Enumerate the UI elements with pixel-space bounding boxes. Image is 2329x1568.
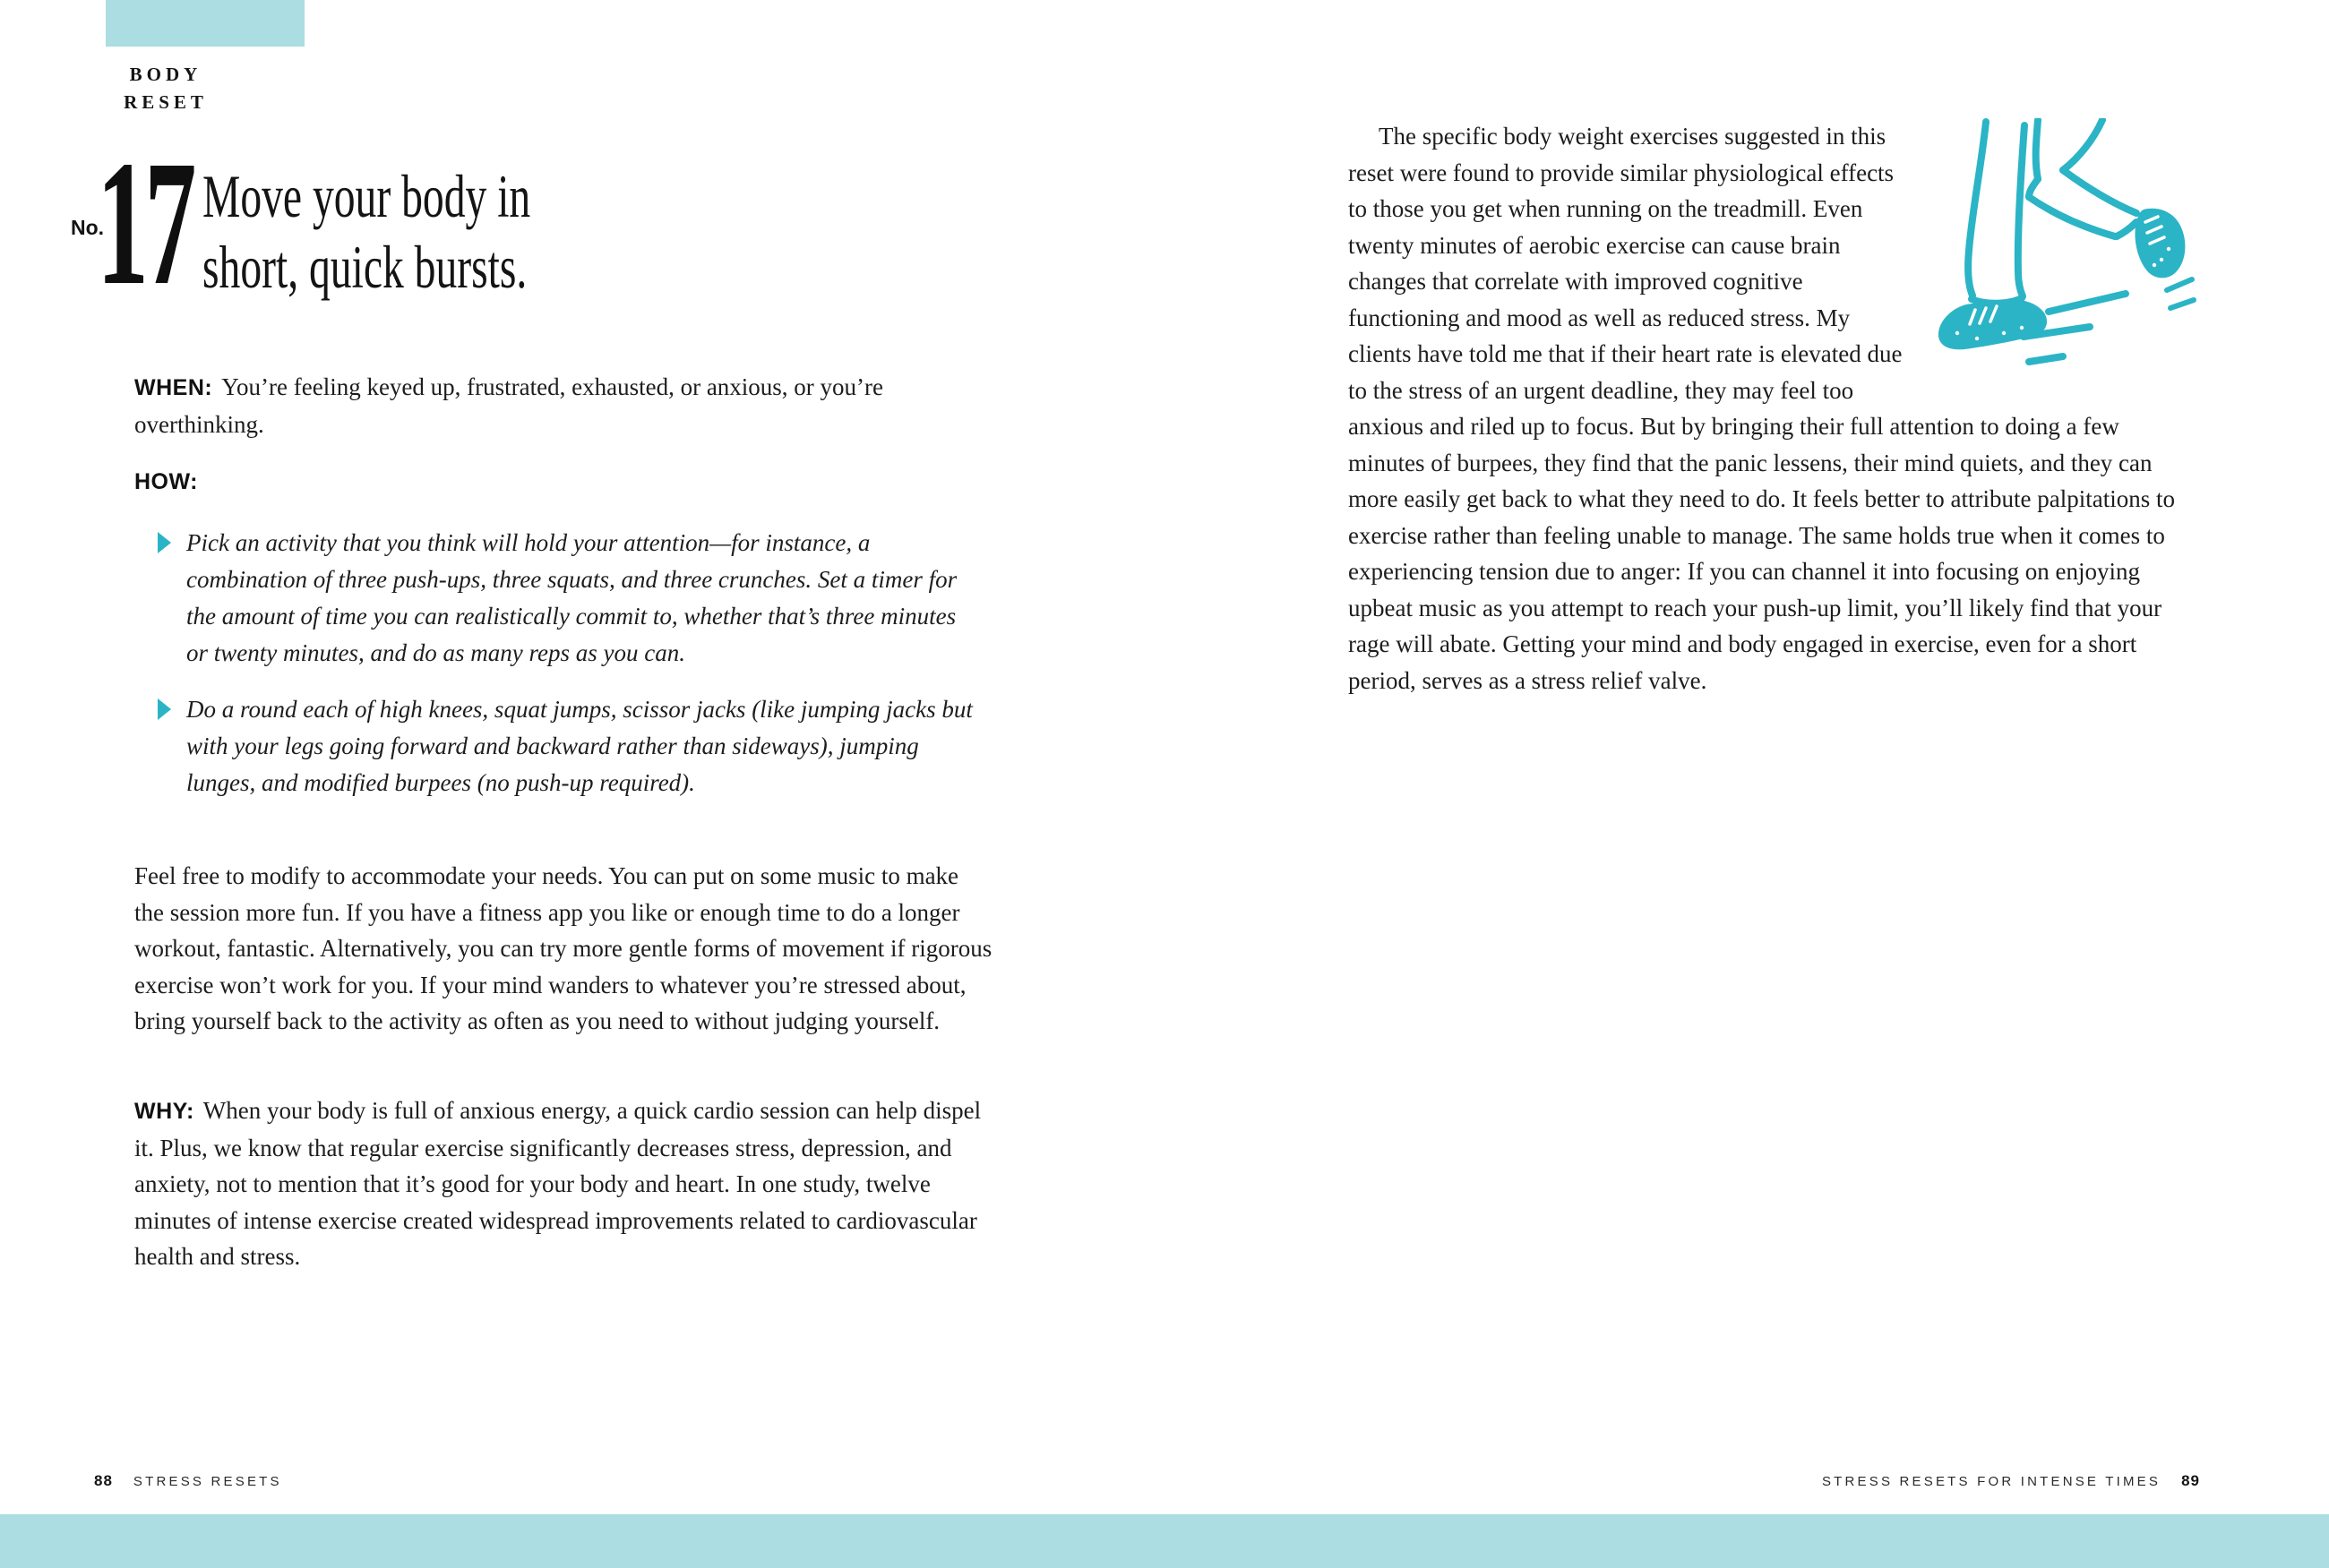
chapter-kicker [92,61,239,116]
reset-number: 17 [97,124,193,322]
list-item [158,525,1004,672]
right-page-paragraph: The specific body weight exercises suggested in this reset were found to provide similar physiological effects to those you get when running on the treadmill. Even twenty minutes of aerobic exercise can cause brain changes that correlate with improved cognitive functioning and mood as well as reduced stress. My clients have told me that if their heart rate is elevated due to the stress of an urgent deadline, they may feel too anxious and riled up to focus. But by bringing their full attention to doing a few minutes of burpees, they find that the panic lessens, their mind quiets, and they can more easily get back to what they need to do. It feels better to attribute palpitations to exercise rather than feeling unable to manage. The same holds true when it comes to experiencing tension due to anger: If you can channel it into focusing on enjoying upbeat music as you attempt to reach your push-up limit, you’ll likely find that your rage will abate. Getting your mind and body engaged in exercise, even for a short period, serves as a stress relief valve. [1348,123,2175,694]
right-page-footer [1822,1472,2200,1490]
running-head: STRESS RESETS [133,1474,282,1489]
bullet-text: Do a round each of high knees, squat jumps, scissor jacks (like jumping jacks but with your legs going forward and backward rather than sideways), jumping lunges, and modified burpees (no push-up required). [186,696,973,796]
when-label: WHEN: [134,375,213,400]
how-label: HOW: [134,469,198,494]
why-paragraph [134,1092,998,1275]
bullet-text: Pick an activity that you think will hold your attention—for instance, a combination of three push-ups, three squats, and three crunches. Set a timer for the amount of time you can realistically commit to, whether that’s three minutes or twenty minutes, and do as many reps as you can. [186,529,958,666]
running-legs-illustration [1932,118,2201,387]
kicker-line-1: BODY [129,64,202,85]
reset-title-line-2: short, quick bursts. [202,233,528,301]
reset-title-text [202,161,530,303]
body-paragraph: Feel free to modify to accommodate your needs. You can put on some music to make the session more fun. If you have a fitness app you like or enough time to do a longer workout, fantastic. Alternatively, you can try more gentle forms of movement if rigorous exercise won’t work for you. If your mind wanders to whatever you’re stressed about, bring yourself back to the activity as often as you need to without judging yourself. [134,862,993,1034]
list-item [158,691,1004,801]
when-text: You’re feeling keyed up, frustrated, exhausted, or anxious, or you’re overthinking. [134,373,884,438]
kicker-line-2: RESET [124,91,208,113]
page-number: 89 [2181,1472,2200,1489]
left-page-footer [94,1472,282,1490]
reset-title-line-1: Move your body in [202,162,531,230]
triangle-right-icon [158,532,171,553]
running-head: STRESS RESETS FOR INTENSE TIMES [1821,1474,2161,1489]
chapter-color-tab [106,0,305,47]
reset-number-label: No. [71,216,105,239]
page-number: 88 [94,1472,113,1489]
why-text: When your body is full of anxious energy, a quick cardio session can help dispel it. Plus, we know that regular exercise significantly decreases stress, depression, and anxiety, not to mention that it’s good for your body and heart. In one study, twelve minutes of intense exercise created widespread improvements related to cardiovascular health and stress. [134,1097,982,1270]
triangle-right-icon [158,698,171,720]
running-legs-sneakers-drawing [1932,118,2201,387]
why-label: WHY: [134,1099,194,1124]
reset-title [202,161,671,303]
how-bullet-list [158,525,1004,821]
right-page-body [1348,118,2201,698]
when-paragraph [134,369,985,442]
bottom-color-band [0,1514,2329,1568]
